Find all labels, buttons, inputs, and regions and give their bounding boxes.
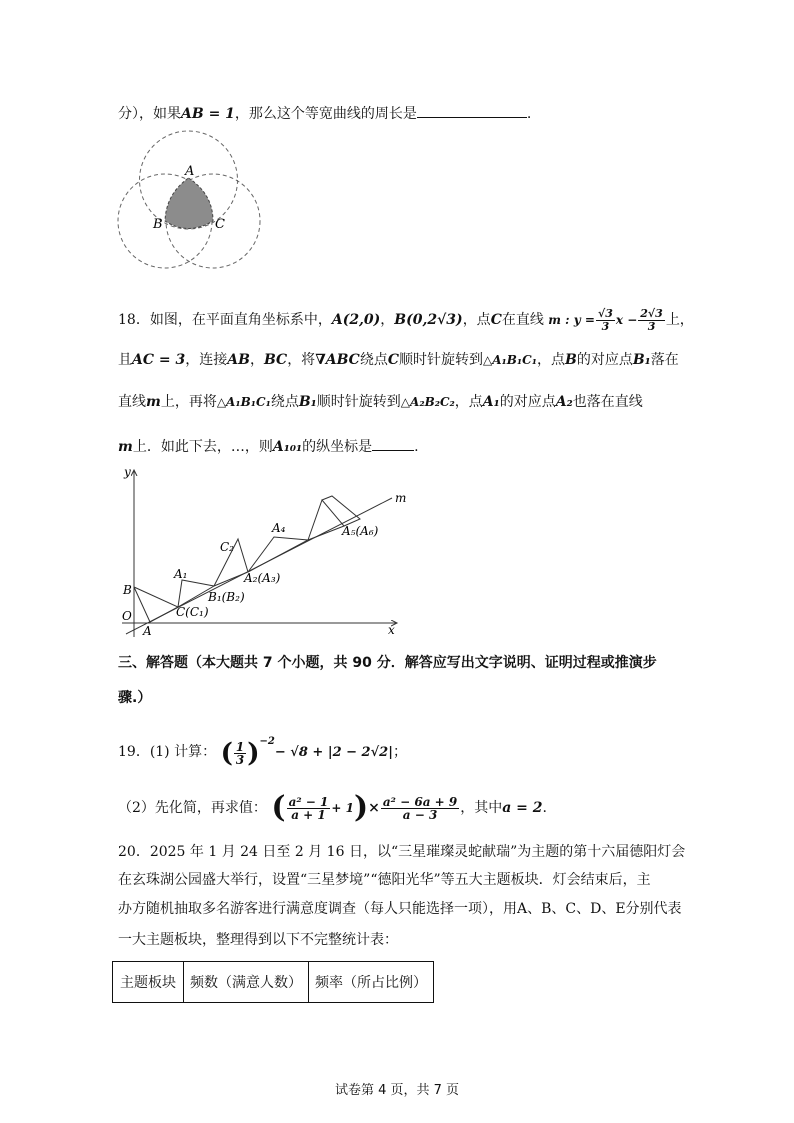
label-a5-a6: A₅(A₆): [342, 524, 379, 538]
triangle-a5b5c5: [322, 496, 360, 526]
origin-label: O: [122, 609, 132, 623]
label-a2-a3: A₂(A₃): [244, 571, 281, 585]
table-header-cell: 主题板块: [113, 962, 184, 1003]
figure-18-rotation: [112, 462, 407, 642]
answer-blank-17: [417, 103, 527, 118]
label-b: B: [123, 583, 132, 597]
line-m-eq: m : y =: [548, 313, 595, 327]
section-3-heading-cont: 骤.）: [118, 690, 152, 706]
label-c: C: [215, 217, 225, 232]
section-3-heading: 三、解答题（本大题共 7 个小题，共 90 分．解答应写出文字说明、证明过程或推演步: [118, 655, 657, 671]
table-header-row: [113, 962, 434, 1003]
q19-part-1: 19．(1) 计算： ( $\frac{1}{3}$ )$^{-2}$− √8 + |2 − 2√2|；: [118, 736, 407, 769]
x-axis-label: x: [388, 623, 395, 637]
triangle-abc: [134, 587, 178, 622]
triangle-a4b4c4: [308, 500, 344, 540]
q20-line-2: 在玄珠湖公园盛大举行，设置“三星梦境”“德阳光华”等五大主题板块．灯会结束后，主: [118, 872, 651, 888]
q18-line-4: m上．如此下去，…，则A₁₀₁的纵坐标是 .: [118, 436, 419, 457]
page-footer: 试卷第 4 页，共 7 页: [334, 1083, 460, 1098]
answer-blank-18: [372, 436, 414, 451]
y-axis-label: y: [124, 465, 131, 479]
q20-line-4: 一大主题板块，整理得到以下不完整统计表：: [118, 932, 398, 948]
figure-17-reuleaux: [118, 132, 266, 274]
label-a: A: [143, 624, 152, 638]
line-m-label: m: [395, 491, 407, 505]
q19-part-2: （2）先化简，再求值： ( $\frac{\text{a² − 1}}{a + 1}$ + 1)× $\frac{\text{a² − 6a + 9}}{a - 3}$ ，其中a = 2.: [118, 790, 547, 825]
ab-equation: AB = 1: [181, 106, 235, 122]
reuleaux-shape: [165, 178, 213, 229]
point-a: A(2,0): [331, 312, 381, 328]
q18-line-3: 直线m上，再将△A₁B₁C₁绕点B₁顺时针旋转到△A₂B₂C₂，点A₁的对应点A₂也落在直线: [118, 394, 643, 410]
q18-line-2: 且AC = 3，连接AB，BC，将∇ABC绕点C顺时针旋转到△A₁B₁C₁，点B的对应点B₁落在: [118, 352, 679, 368]
label-a1: A₁: [174, 567, 188, 581]
label-b1-b2: B₁(B₂): [208, 590, 245, 604]
q18-line-1: 18．如图，在平面直角坐标系中，A(2,0)，B(0,2√3)，点C在直线 m : y = $\frac{√3}{3}$ x − $\frac{2√3}{3}$ 上，: [118, 306, 694, 333]
triangle-a3b3c3: [248, 537, 308, 572]
q20-line-3: 办方随机抽取多名游客进行满意度调查（每人只能选择一项），用A、B、C、D、E分别代表: [118, 901, 682, 917]
q17-line: 分），如果AB = 1，那么这个等宽曲线的周长是 .: [118, 103, 531, 124]
table-header-cell: 频率（所占比例）: [309, 962, 434, 1003]
label-b: B: [153, 217, 163, 232]
point-b: B(0,2√3): [394, 312, 463, 328]
statistics-table: [112, 961, 434, 1003]
label-c-c1: C(C₁): [176, 605, 209, 619]
table-header-cell: 频数（满意人数）: [184, 962, 309, 1003]
q20-line-1: 20．2025 年 1 月 24 日至 2 月 16 日，以“三星璀璨灵蛇献瑞”为主题的第十六届德阳灯会: [118, 844, 686, 860]
label-a: A: [185, 164, 195, 179]
label-a4: A₄: [272, 521, 286, 535]
label-c2: C₂: [220, 540, 234, 554]
